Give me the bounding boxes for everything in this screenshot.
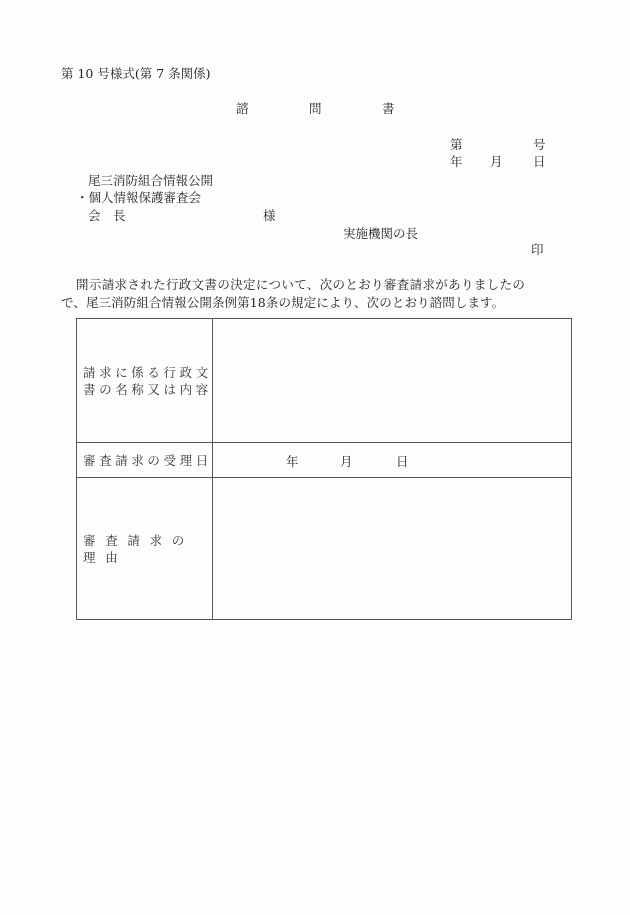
row-label-document-name: 請求に係る行政文 書の名称又は内容 [77,319,213,443]
body-text-line2: で、尾三消防組合情報公開条例第18条の規定により、次のとおり諮問します。 [61,295,505,310]
seal-mark: 印 [531,242,544,257]
sender-name: 実施機関の長 [343,226,419,241]
table-row [77,319,572,443]
addressee-line2: ・個人情報保護審査会 [76,190,202,205]
title-char: 諮 [236,101,249,116]
table-row [77,478,572,620]
document-name-field[interactable] [213,319,572,443]
body-text-line1: 開示請求された行政文書の決定について、次のとおり審査請求がありましたの [76,277,526,292]
consultation-form-table [76,318,572,620]
row-label-receipt-date: 審査請求の受理日 [77,443,213,478]
reference-number-prefix: 第 [450,137,463,152]
date-month-label: 月 [490,154,503,169]
row-label-reason: 審査請求の理由 [77,478,213,620]
receipt-date-field[interactable] [213,443,572,478]
receipt-day-label: 日 [396,454,409,469]
receipt-month-label: 月 [340,454,353,469]
reason-field[interactable] [213,478,572,620]
reference-number-suffix: 号 [533,137,546,152]
addressee-honorific: 様 [263,208,276,223]
form-number: 第 10 号様式(第 7 条関係) [61,66,211,81]
receipt-year-label: 年 [286,454,299,469]
date-day-label: 日 [533,154,546,169]
addressee-line1: 尾三消防組合情報公開 [88,173,214,188]
date-year-label: 年 [450,154,463,169]
table-row [77,443,572,478]
addressee-title: 会 長 [88,208,126,223]
title-char: 問 [309,101,322,116]
title-char: 書 [382,101,395,116]
